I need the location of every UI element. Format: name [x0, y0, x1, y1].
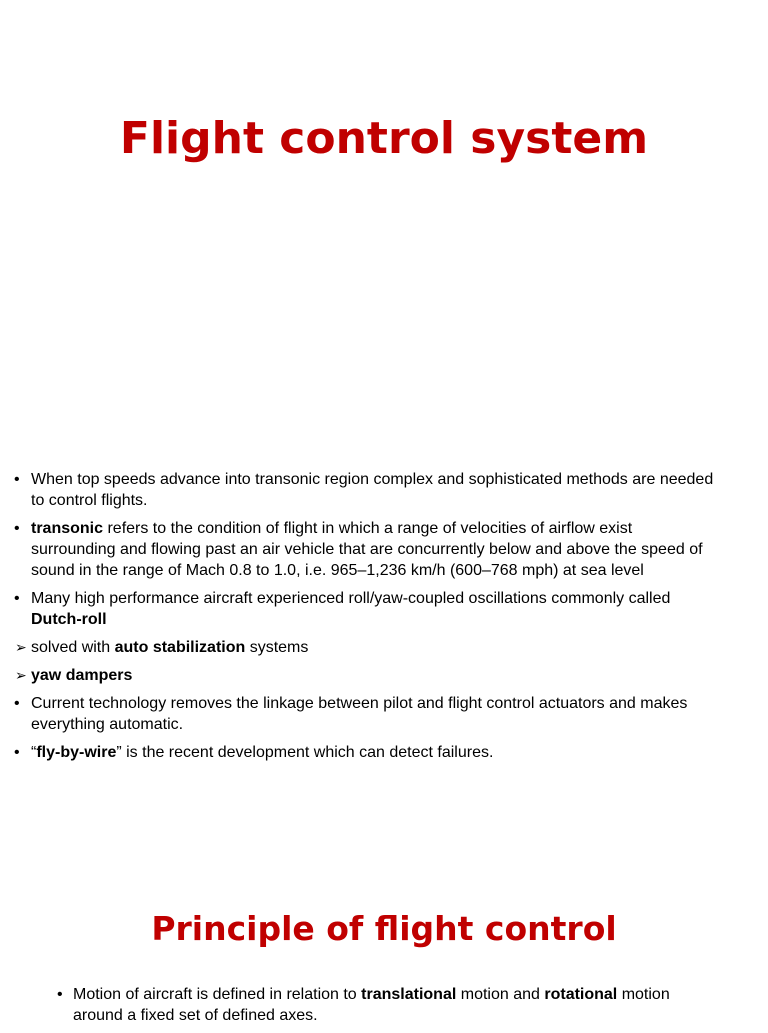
bold-text: rotational	[544, 986, 618, 1003]
text: Motion of aircraft is defined in relation to	[73, 986, 362, 1003]
text: ” is the recent development which can detect failures.	[116, 744, 494, 761]
arrow-bullet-icon: ➢	[15, 639, 27, 655]
text: systems	[245, 639, 309, 656]
bullet-list-item	[57, 984, 717, 1026]
bullet-list	[57, 984, 717, 1033]
arrow-list-item	[14, 637, 714, 658]
text: motion and	[456, 986, 545, 1003]
text: refers to the condition of flight in which a range of velocities of airflow exist surrounding and flowing past an air vehicle that are concurrently below and above the speed of sound in the range of Mach 0.8 to 1.0, i.e. 965–1,236 km/h (600–768 mph) at sea level	[31, 520, 703, 579]
bold-text: fly-by-wire	[36, 744, 117, 761]
bold-text: auto stabilization	[114, 639, 246, 656]
bullet-list-item	[14, 742, 714, 763]
bold-text: yaw dampers	[31, 667, 133, 684]
bullet-dot-icon: •	[57, 986, 63, 1003]
section-title: Principle of flight control	[151, 909, 617, 948]
arrow-list-item	[14, 665, 714, 686]
bold-text: translational	[361, 986, 457, 1003]
bold-text: Dutch-roll	[31, 611, 107, 628]
text: Many high performance aircraft experienced roll/yaw-coupled oscillations commonly called	[31, 590, 671, 607]
bullet-dot-icon: •	[14, 590, 20, 607]
bullet-list-item	[14, 469, 714, 511]
text: Current technology removes the linkage between pilot and flight control actuators and makes everything automatic.	[31, 695, 688, 733]
bold-text: transonic	[31, 520, 104, 537]
bullet-dot-icon: •	[14, 520, 20, 537]
bullet-list	[14, 469, 714, 770]
bullet-dot-icon: •	[14, 695, 20, 712]
bullet-dot-icon: •	[14, 744, 20, 761]
arrow-bullet-icon: ➢	[15, 667, 27, 683]
bullet-list-item	[14, 588, 714, 630]
bullet-list-item	[14, 518, 714, 581]
bullet-dot-icon: •	[14, 471, 20, 488]
bullet-list-item	[14, 693, 714, 735]
text: When top speeds advance into transonic region complex and sophisticated methods are needed to control flights.	[31, 471, 714, 509]
text: solved with	[31, 639, 115, 656]
text: “	[31, 744, 37, 761]
text: motion around a fixed set of defined axes.	[73, 986, 670, 1024]
slide-title: Flight control system	[119, 113, 649, 164]
